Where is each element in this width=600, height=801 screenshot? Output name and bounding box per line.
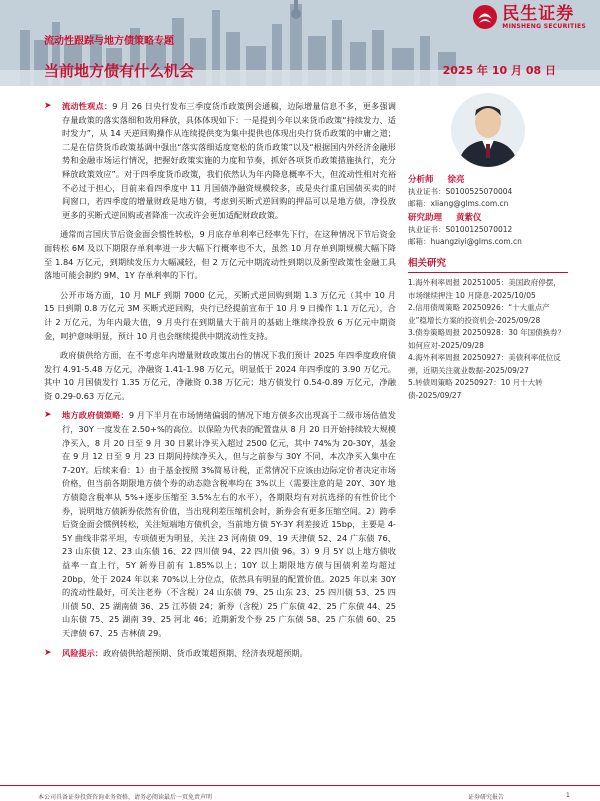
bullet-arrow-icon: ➤	[44, 101, 52, 111]
brand-logo-icon	[472, 4, 498, 30]
brand-name-cn: 民生证券	[502, 3, 575, 24]
report-series: 流动性跟踪与地方债策略专题	[44, 36, 174, 47]
analyst-1	[408, 174, 568, 210]
paragraph-text: 政府债供给超预期、货币政策超预期、经济表现超预期。	[102, 647, 308, 658]
analyst-name: 徐亮	[447, 175, 465, 185]
keyword-local-bond-strategy: 地方政府债策略：	[62, 410, 129, 421]
cert-number: S0100525070004	[445, 187, 513, 196]
paragraph-text: 9 月 26 日央行发布三季度货币政策例会通稿，边际增量信息不多，更多强调存量政策的落实落细和效用释放，具体体现如下：一是提到今年以来货币政策“持续发力、适时发力”，从 14 天逆回购操作从连续提供变为集中提供也体现出央行货币政策的中庸之道；二是在信贷货币政策基调中强出“落实落细适度宽松的货币政策”以及“根据国内外经济金融形势和金融市场运行情况，把握好政策实施的力度和节奏，抓好各项货币政策措施执行，充分释放政策效应”。对于四季度货币政策，我们依然认为年内降息概率不大，但流动性相对充裕不必过于担心，目前来看四季度中 11 月国债净融资规模较多，或是央行重启国债买卖的时间窗口，若四季度的增量财政是地方债，考虑到买断式逆回购的押品可以是地方债，净投放更多的买断式逆回购或者降准一次或许会更加适配财政政策。	[62, 101, 396, 220]
related-research-list	[408, 277, 568, 402]
report-body	[44, 100, 396, 666]
keyword-liquidity-view: 流动性观点：	[62, 101, 113, 111]
paragraph-local-bond-strategy	[44, 409, 396, 640]
related-research-title: 相关研究	[408, 258, 568, 273]
cert-label: 执业证书：	[408, 225, 446, 234]
related-research-item[interactable]: 1.海外利率周报 20251005：美国政府停摆，市场继续押注 10 月降息-2025/10/05	[408, 278, 561, 300]
footer-divider	[0, 785, 600, 786]
analyst-name: 黄紫仪	[456, 213, 482, 223]
bullet-arrow-icon: ➤	[44, 647, 52, 658]
analyst-role: 研究助理	[408, 213, 443, 223]
paragraph-risk	[44, 647, 396, 661]
related-research-item[interactable]: 3.债券策略周报 20250928：30 年国债换券？如何应对-2025/09/28	[408, 328, 566, 350]
report-title: 当前地方债有什么机会	[44, 62, 195, 80]
bullet-arrow-icon: ➤	[44, 410, 52, 421]
analyst-role: 分析师	[408, 175, 434, 185]
analyst-photo	[436, 92, 540, 168]
paragraph-text: 9 月下半月在市场情绪偏弱的情况下地方债多次出现高于二级市场估值发行，30Y 一度发在 2.50+%的高位。以保险为代表的配置盘从 8 月 20 日开始持续较大规模净买入，8 月 20 日至 9 月 30 日累计净买入超过 2500 亿元，其中 74%为 20-30Y，基金在 9 月 12 日至 9 月 23 日期间持续净买入，但与之前参与 30Y 不同，本次净买入集中在 7-20Y。后续来看：1）由于基金按照 3%简易计税，正常情况下应该由边际定价者决定市场价格，但当前各期限地方债个券的动态隐含税率均在 3%以上（需要注意的是 20Y、30Y 地方债隐含税率从 5%+逐步压缩至 3.5%左右的水平），各期限均有对抗选择的有性价比个券，说明地方债新券依然有价值，当出现利差压缩机会时，新券会有更多压缩空间。2）跨季后资金面会惯例转松，关注短端地方债机会，当前地方债 5Y-3Y 利差接近 15bp，主要是 4-5Y 曲线非常平坦，专项债更为明显，关注 23 河南债 09、19 天津债 52、24 广东债 76、23 山东债 12、23 山东债 16、22 四川债 94、22 四川债 96。3）9 月 5Y 以上地方债收益率一直上行，5Y 新券目前有 1.85%以上；10Y 以上期限地方债与国债利差均超过 20bp，处于 2024 年以来 70%以上分位点，依然具有明显的配置价值。2025 年以来 30Y 的流动性最好，可关注老券（不含税）24 山东债 79、25 山东 23、25 四川债 53、25 四川债 50、25 湖南债 36、25 江苏债 24；新券（含税）25 广东债 42、25 广东债 44、25 山东债 75、25 湖南 39、25 河北 46；近期新发个券 25 广东债 58、25 广东债 60、25 天津债 67、25 吉林债 29。	[62, 410, 396, 638]
email-link[interactable]: huangziyi@glms.com.cn	[430, 237, 522, 246]
page-number: 1	[566, 792, 570, 799]
cert-number: S0100125070012	[445, 225, 513, 234]
keyword-risk: 风险提示：	[62, 647, 103, 658]
paragraph-funding: 通常而言国庆节后资金面会惯性转松，9 月底存单利率已经率先下行，在这种情况下节后资金面转松 6M 及以下期限存单利率进一步大幅下行概率也不大，虽然 10 月存单到期规模大幅下降至 1.84 万亿元，到期续发压力大幅减轻，但 2 万亿元中期流动性到期以及新型政策性金融工具落地可能会制约 9M、1Y 存单利率的下行。	[44, 229, 396, 281]
header-banner	[0, 0, 600, 86]
brand-logo	[472, 4, 586, 30]
footer-report-type: 证券研究报告	[468, 794, 505, 801]
related-research-item[interactable]: 2.信用债周策略 20250926：“十大重点产业”稳增长方案的投资机会-2025/09/28	[408, 303, 550, 325]
related-research-item[interactable]: 5.转债周策略 20250927：10 月十大转债-2025/09/27	[408, 378, 543, 400]
email-link[interactable]: xliang@glms.com.cn	[430, 199, 509, 208]
paragraph-open-market: 公开市场方面，10 月 MLF 到期 7000 亿元，买断式逆回购到期 1.3 万亿元（其中 10 月 15 日到期 0.8 万亿元 3M 买断式逆回购，央行已经提前宣布于 10 月 9 日操作 1.1 万亿元），合计 2 万亿元，为年内最大值，9 月央行在到期量大于前月的基础上继续净投放 6 万亿元中期资金，呵护意味明显，预计 10 月也会继续提供中期流动性支持。	[44, 289, 396, 341]
cert-label: 执业证书：	[408, 187, 446, 196]
paragraph-supply: 政府债供给方面，在不考虑年内增量财政政策出台的情况下我们预计 2025 年四季度政府债发行 4.91-5.48 万亿元，净融资 1.41-1.98 万亿元，明显低于 2024 年四季度的 3.90 万亿元。其中 10 月国债发行 1.35 万亿元，净融资 0.38 万亿元；地方债发行 0.54-0.89 万亿元，净融资 0.29-0.63 万亿元。	[44, 350, 396, 401]
related-research-item[interactable]: 4.海外利率周报 20250927：美债利率低位反弹，近期关注就业数据-2025/09/27	[408, 353, 561, 375]
footer-disclaimer: 本公司具备证券投资咨询业务资格，请务必阅读最后一页免责声明	[38, 794, 213, 801]
email-label: 邮箱：	[408, 237, 431, 246]
sidebar	[408, 92, 568, 402]
report-date: 2025 年 10 月 08 日	[442, 64, 556, 77]
brand-name-en: MINSHENG SECURITIES	[502, 22, 586, 30]
analyst-2	[408, 212, 568, 248]
email-label: 邮箱：	[408, 199, 431, 208]
paragraph-liquidity-view	[44, 100, 396, 222]
